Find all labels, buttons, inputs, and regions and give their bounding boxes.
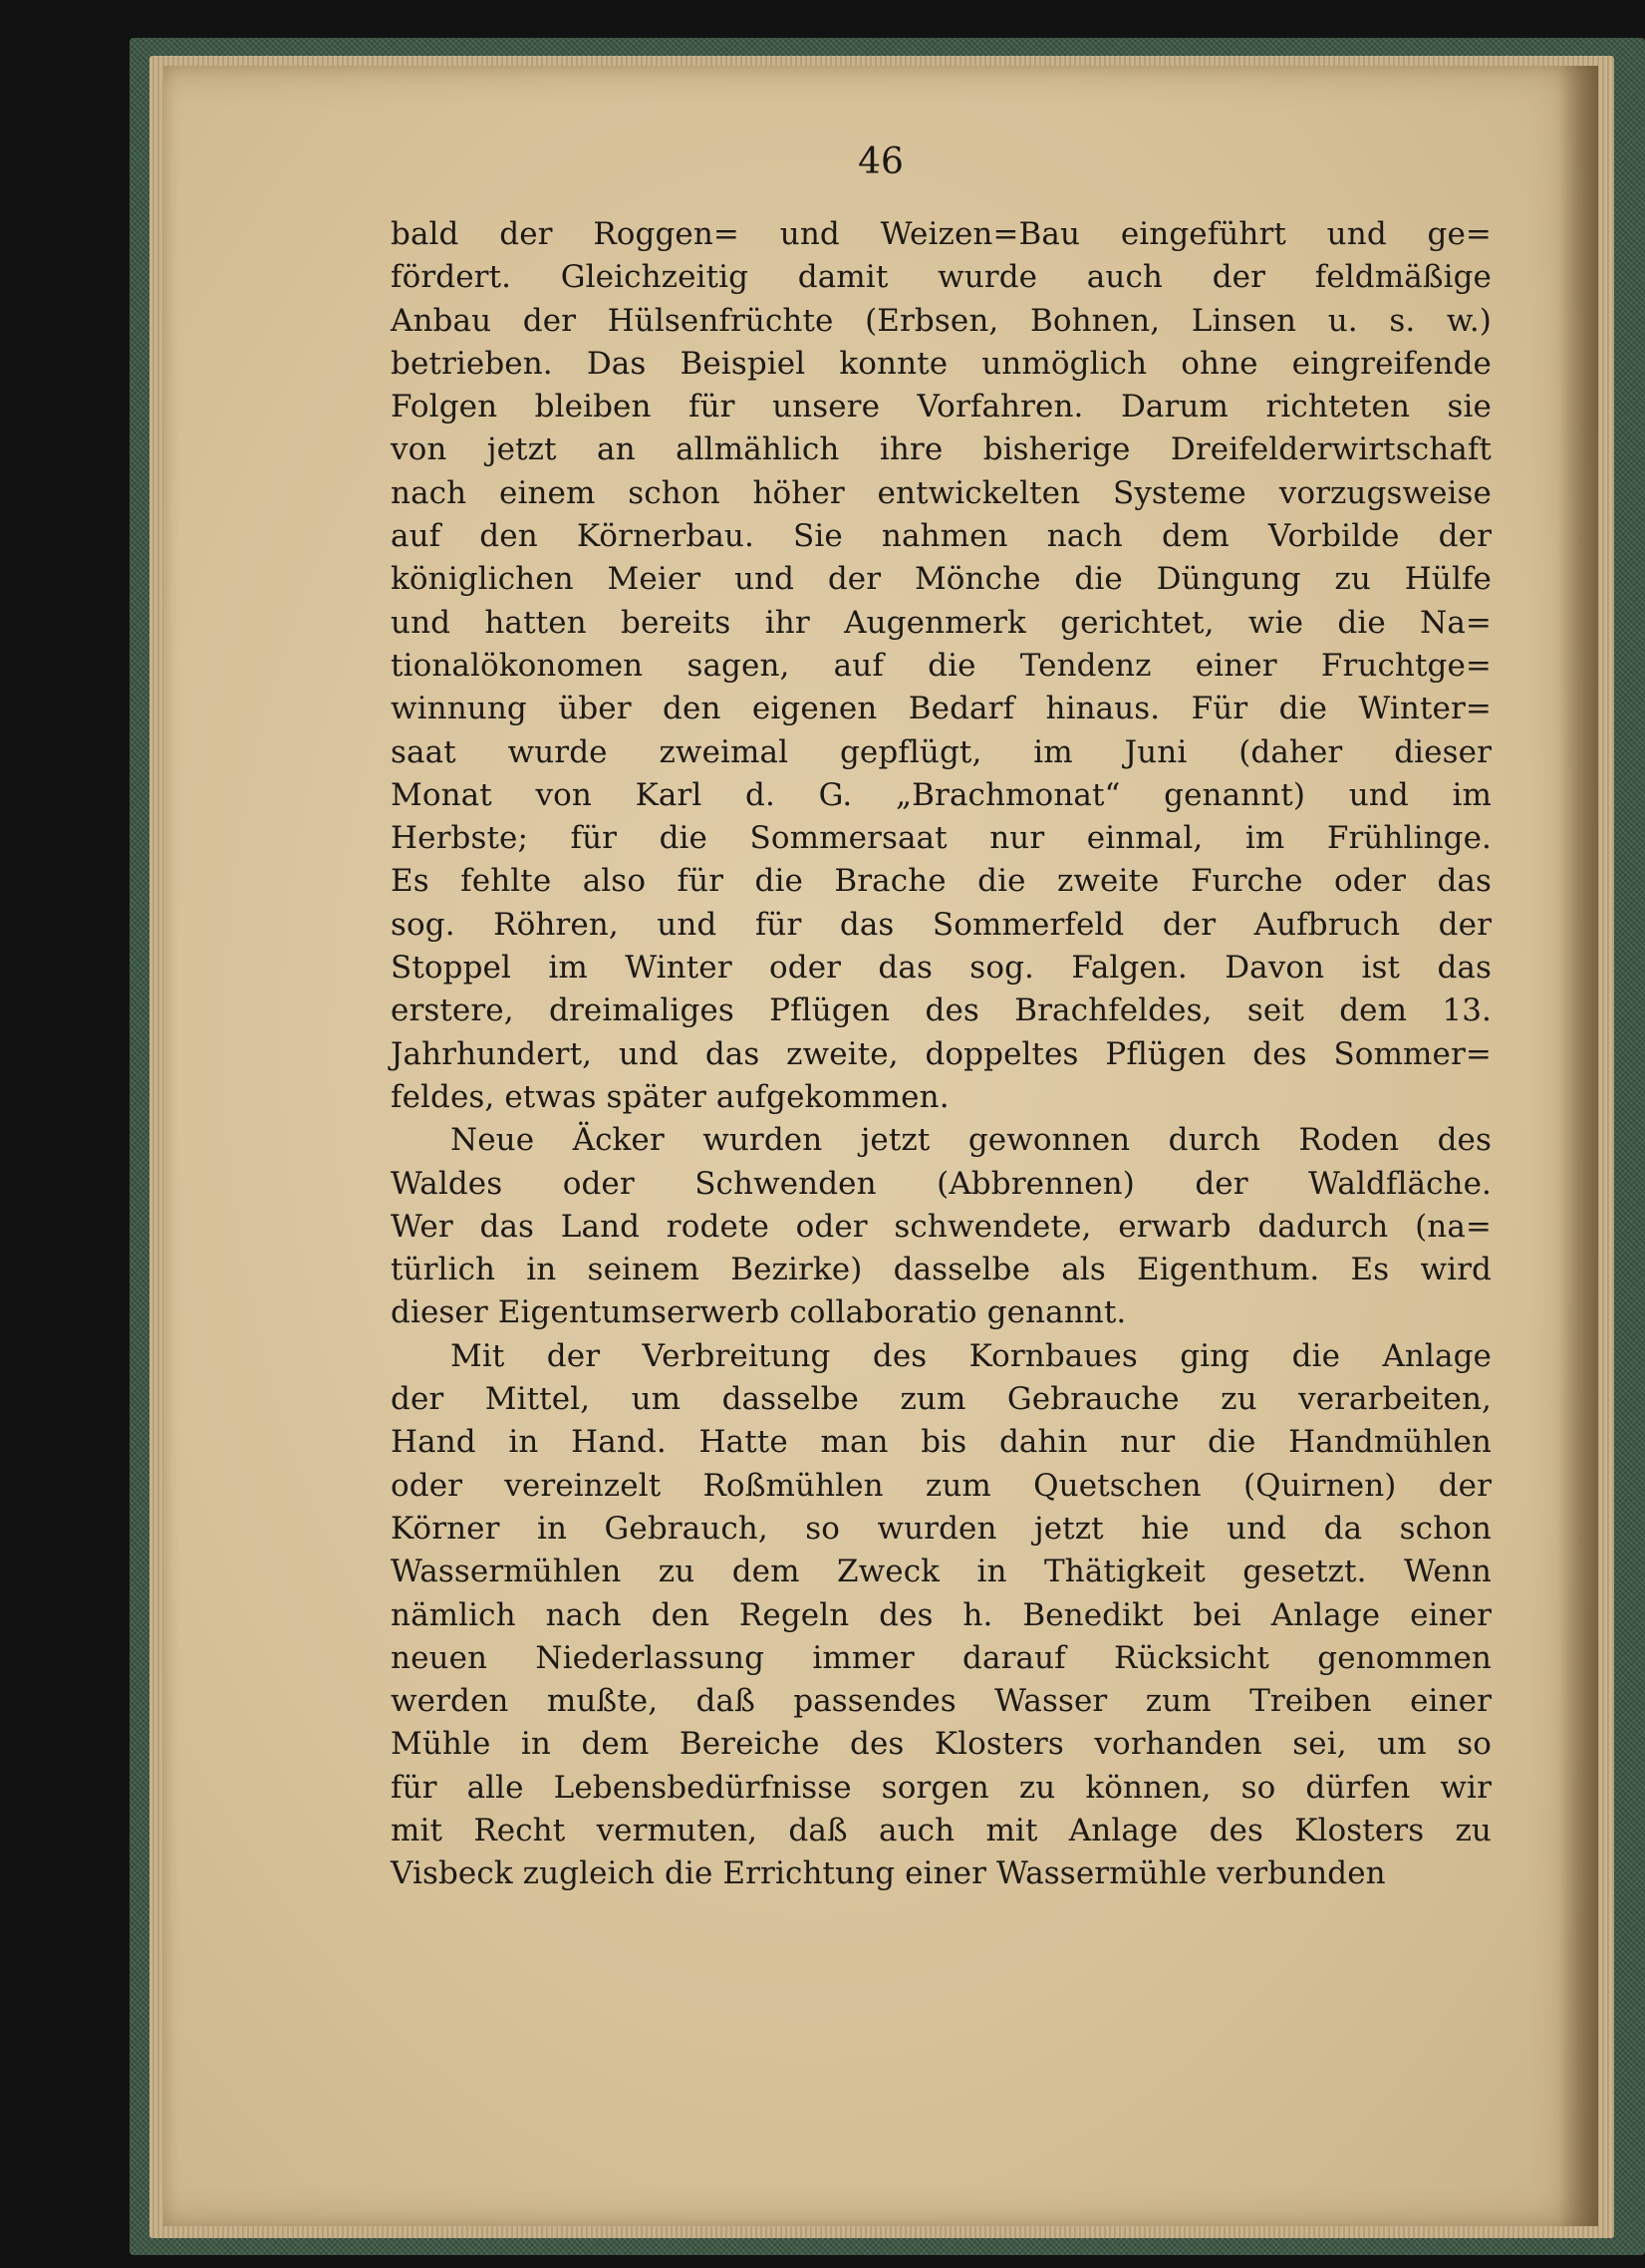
text-line: Folgen bleiben für unsere Vorfahren. Darum richteten sie [391,389,1492,425]
text-line: Körner in Gebrauch, so wurden jetzt hie und da schon [391,1510,1492,1547]
text-line: Jahrhundert, und das zweite, doppeltes Pflügen des Sommer= [391,1035,1492,1072]
text-line: dieser Eigentumserwerb collaboratio genannt. [391,1294,1127,1331]
text-line: der Mittel, um dasselbe zum Gebrauche zu verarbeiten, [391,1381,1492,1418]
text-line: Wassermühlen zu dem Zweck in Thätigkeit gesetzt. Wenn [391,1554,1492,1590]
text-line: werden mußte, daß passendes Wasser zum Treiben einer [391,1683,1492,1720]
text-line: fördert. Gleichzeitig damit wurde auch der feldmäßige [391,259,1492,296]
text-line: sog. Röhren, und für das Sommerfeld der Aufbruch der [391,906,1492,943]
text-line: Anbau der Hülsenfrüchte (Erbsen, Bohnen, Linsen u. s. w.) [391,302,1492,339]
text-line: Es fehlte also für die Brache die zweite Furche oder das [391,863,1492,900]
text-line: winnung über den eigenen Bedarf hinaus. Für die Winter= [391,691,1492,727]
text-line: Neue Äcker wurden jetzt gewonnen durch Roden des [450,1122,1492,1159]
paragraph [391,1335,1492,1896]
text-line: Mit der Verbreitung des Kornbaues ging die Anlage [450,1337,1492,1374]
text-line: erstere, dreimaliges Pflügen des Brachfeldes, seit dem 13. [391,992,1492,1029]
text-line: auf den Körnerbau. Sie nahmen nach dem Vorbilde der [391,518,1492,555]
text-line: tionalökonomen sagen, auf die Tendenz einer Fruchtge= [391,647,1492,684]
text-line: Herbste; für die Sommersaat nur einmal, im Frühlinge. [391,820,1492,857]
text-line: Waldes oder Schwenden (Abbrennen) der Waldfläche. [391,1165,1492,1202]
body-text [391,213,1492,1896]
text-line: Stoppel im Winter oder das sog. Falgen. Davon ist das [391,950,1492,987]
text-line: Visbeck zugleich die Errichtung einer Wassermühle verbunden [391,1855,1386,1892]
text-line: Hand in Hand. Hatte man bis dahin nur die Handmühlen [391,1424,1492,1461]
text-line: nach einem schon höher entwickelten Systeme vorzugsweise [391,474,1492,511]
text-line: saat wurde zweimal gepflügt, im Juni (daher dieser [391,733,1492,770]
text-line: für alle Lebensbedürfnisse sorgen zu können, so dürfen wir [391,1769,1492,1806]
page-gutter-shadow [1558,66,1598,2226]
text-line: bald der Roggen= und Weizen=Bau eingeführt und ge= [391,216,1492,252]
paragraph [391,1119,1492,1334]
page-number: 46 [858,142,904,182]
paragraph [391,213,1492,1119]
text-line: feldes, etwas später aufgekommen. [391,1078,950,1115]
text-line: neuen Niederlassung immer darauf Rücksicht genommen [391,1639,1492,1676]
text-line: und hatten bereits ihr Augenmerk gerichtet, wie die Na= [391,604,1492,641]
text-line: betrieben. Das Beispiel konnte unmöglich ohne eingreifende [391,345,1492,382]
text-line: nämlich nach den Regeln des h. Benedikt bei Anlage einer [391,1596,1492,1633]
text-line: Monat von Karl d. G. „Brachmonat“ genannt) und im [391,776,1492,813]
text-line: mit Recht vermuten, daß auch mit Anlage des Klosters zu [391,1812,1492,1848]
text-line: Mühle in dem Bereiche des Klosters vorhanden sei, um so [391,1726,1492,1763]
text-line: türlich in seinem Bezirke) dasselbe als Eigenthum. Es wird [391,1252,1492,1288]
text-line: oder vereinzelt Roßmühlen zum Quetschen (Quirnen) der [391,1467,1492,1504]
book-page [163,66,1598,2226]
text-line: Wer das Land rodete oder schwendete, erwarb dadurch (na= [391,1208,1492,1245]
text-line: königlichen Meier und der Mönche die Düngung zu Hülfe [391,561,1492,598]
text-line: von jetzt an allmählich ihre bisherige Dreifelderwirtschaft [391,431,1492,468]
